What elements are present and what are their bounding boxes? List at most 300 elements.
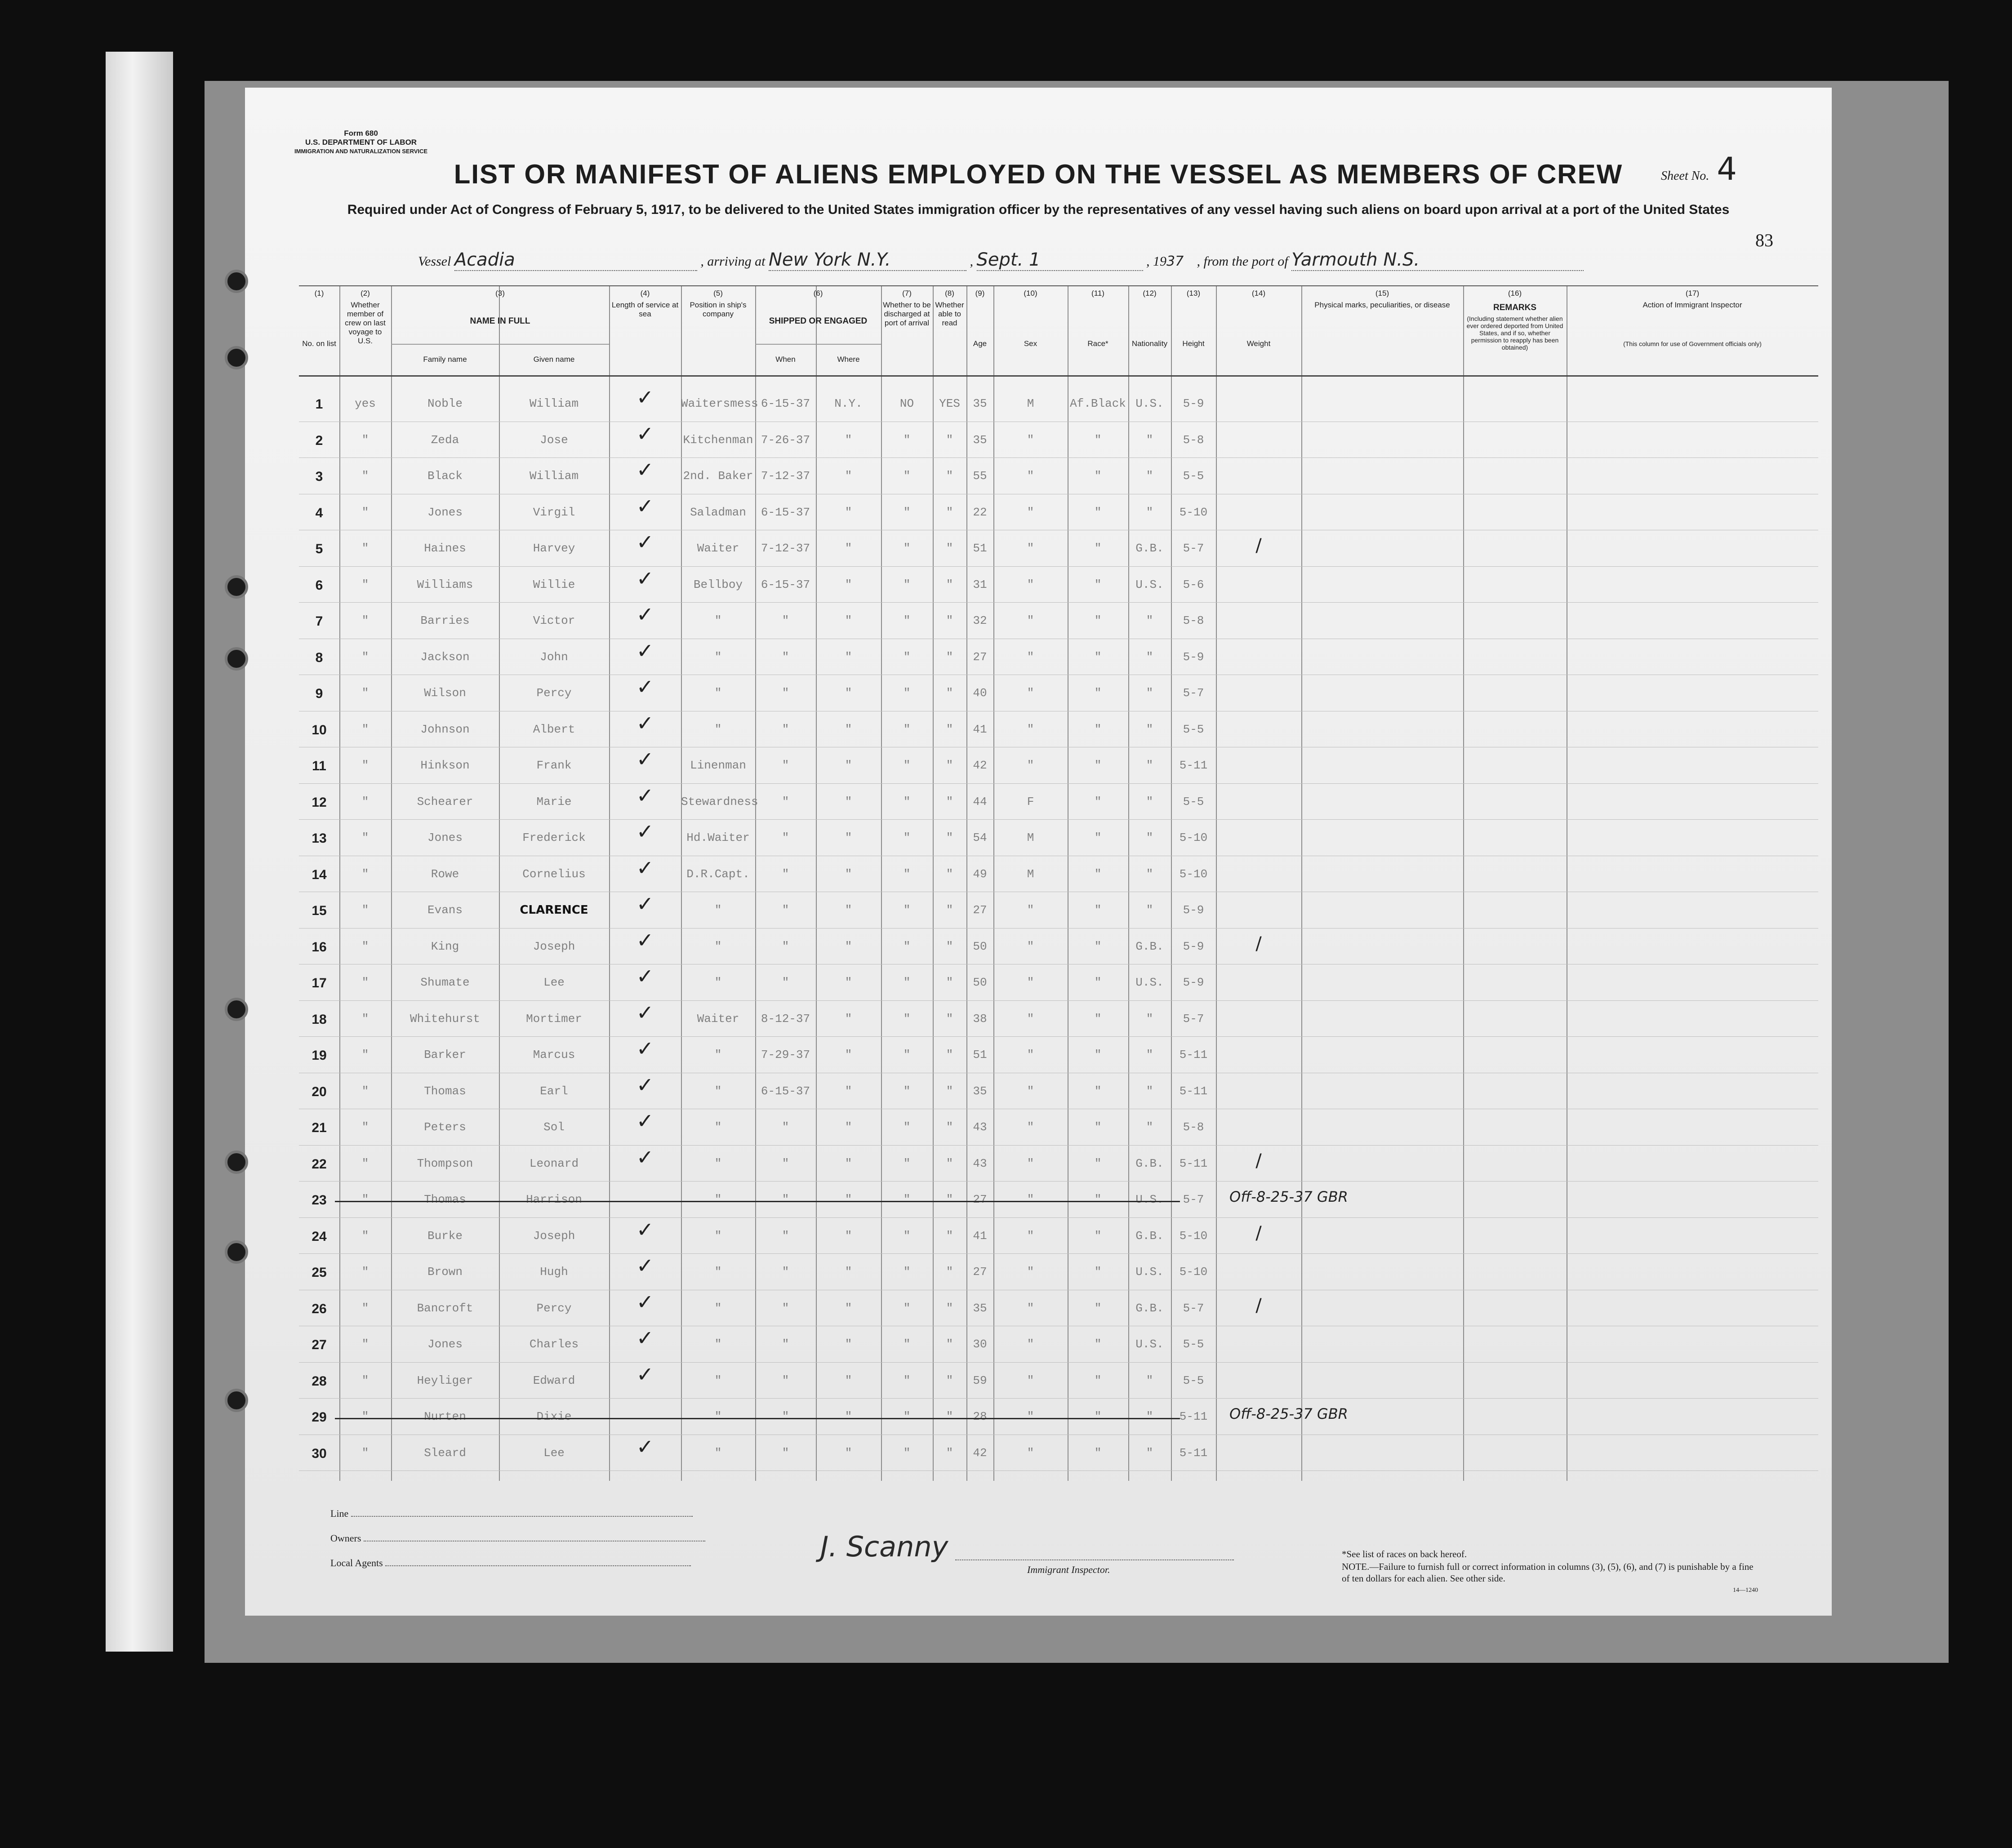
row-number: 15 <box>312 903 327 918</box>
cell-when: " <box>782 759 789 772</box>
cell-service: ✓ <box>636 747 654 771</box>
cell-where: " <box>845 722 852 736</box>
cell-sex: " <box>1027 1120 1034 1134</box>
cell-sex: " <box>1027 1229 1034 1243</box>
cell-last: " <box>361 650 369 664</box>
cell-service: ✓ <box>636 421 654 446</box>
cell-position: " <box>714 686 722 700</box>
column-number: (11) <box>1091 289 1104 298</box>
cell-given: Frank <box>536 759 572 772</box>
cell-family: Thompson <box>417 1156 473 1170</box>
cell-race: " <box>1094 1446 1102 1460</box>
cell-age: 51 <box>973 1048 987 1062</box>
row-number: 16 <box>312 939 327 955</box>
row-number: 22 <box>312 1156 327 1172</box>
cell-service: ✓ <box>636 928 654 952</box>
cell-last: " <box>361 1301 369 1315</box>
department-name: U.S. DEPARTMENT OF LABOR <box>305 138 417 147</box>
cell-read: " <box>946 831 953 844</box>
cell-given: Virgil <box>533 505 575 519</box>
cell-family: Barries <box>420 614 470 627</box>
cell-discharged: " <box>903 614 911 627</box>
column-number: (4) <box>640 289 650 298</box>
port-label: , from the port of <box>1197 254 1288 269</box>
cell-age: 50 <box>973 976 987 989</box>
cell-last: " <box>361 1337 369 1351</box>
cell-where: " <box>845 578 852 591</box>
cell-position: " <box>714 1265 722 1279</box>
cell-age: 31 <box>973 578 987 591</box>
cell-age: 41 <box>973 722 987 736</box>
cell-height: 5-11 <box>1179 1410 1208 1423</box>
cell-when: " <box>782 686 789 700</box>
column-header: Action of Immigrant Inspector <box>1643 301 1742 309</box>
cell-last: " <box>361 686 369 700</box>
row-number: 4 <box>315 505 323 520</box>
crew-table <box>299 285 1818 1481</box>
cell-family: Jackson <box>420 650 470 664</box>
cell-nationality: " <box>1146 795 1153 808</box>
vessel-label: Vessel <box>418 254 451 269</box>
cell-race: " <box>1094 831 1102 844</box>
binding-strip <box>106 52 173 1652</box>
cell-discharged: " <box>903 1337 911 1351</box>
cell-height: 5-5 <box>1183 469 1204 483</box>
row-number: 28 <box>312 1373 327 1389</box>
cell-race: " <box>1094 469 1102 483</box>
cell-given: Lee <box>543 976 565 989</box>
cell-position: Stewardness <box>681 795 758 808</box>
cell-position: Linenman <box>690 759 746 772</box>
cell-read: " <box>946 1012 953 1026</box>
cell-service: ✓ <box>636 638 654 663</box>
cell-read: " <box>946 1373 953 1387</box>
cell-height: 5-10 <box>1179 1229 1208 1243</box>
row-number: 19 <box>312 1048 327 1063</box>
column-number: (12) <box>1143 289 1157 298</box>
cell-given: Joseph <box>533 1229 575 1243</box>
column-header: No. on list <box>302 339 336 348</box>
row-number: 12 <box>312 795 327 810</box>
cell-given: Frederick <box>522 831 586 844</box>
row-rule <box>299 1000 1818 1001</box>
punch-hole <box>225 998 248 1021</box>
cell-where: " <box>845 1084 852 1098</box>
cell-where: " <box>845 505 852 519</box>
owners-field <box>330 1533 705 1544</box>
cell-age: 55 <box>973 469 987 483</box>
cell-position: " <box>714 1301 722 1315</box>
cell-when: 8-12-37 <box>761 1012 810 1026</box>
cell-sex: " <box>1027 650 1034 664</box>
cell-discharged: " <box>903 759 911 772</box>
cell-position: Waiter <box>697 542 739 555</box>
row-rule <box>299 566 1818 567</box>
cell-last: " <box>361 542 369 555</box>
form-identifier <box>294 129 427 156</box>
cell-race: " <box>1094 903 1102 917</box>
cell-discharged: " <box>903 795 911 808</box>
print-code: 14—1240 <box>1733 1587 1758 1594</box>
cell-position: " <box>714 1193 722 1206</box>
column-header: NAME IN FULL <box>470 316 530 326</box>
cell-nationality: " <box>1146 1410 1153 1423</box>
cell-read: " <box>946 1229 953 1243</box>
cell-sex: " <box>1027 1337 1034 1351</box>
cell-nationality: U.S. <box>1135 1193 1164 1206</box>
cell-nationality: " <box>1146 1048 1153 1062</box>
row-rule <box>299 819 1818 820</box>
cell-nationality: U.S. <box>1135 397 1164 410</box>
cell-read: " <box>946 1120 953 1134</box>
cell-given: William <box>529 397 579 410</box>
cell-where: " <box>845 1012 852 1026</box>
cell-last: " <box>361 867 369 881</box>
cell-last: " <box>361 1446 369 1460</box>
service-name: IMMIGRATION AND NATURALIZATION SERVICE <box>294 148 428 155</box>
cell-last: " <box>361 1193 369 1206</box>
cell-height: 5-5 <box>1183 1373 1204 1387</box>
cell-when: " <box>782 650 789 664</box>
punch-hole <box>225 1240 248 1264</box>
cell-position: " <box>714 939 722 953</box>
cell-nationality: " <box>1146 614 1153 627</box>
cell-height: 5-6 <box>1183 578 1204 591</box>
cell-sex: " <box>1027 939 1034 953</box>
cell-sex: M <box>1027 397 1034 410</box>
row-number: 3 <box>315 469 323 484</box>
cell-last: " <box>361 1084 369 1098</box>
column-number: (8) <box>945 289 954 298</box>
cell-when: " <box>782 1301 789 1315</box>
cell-race: " <box>1094 1265 1102 1279</box>
cell-age: 27 <box>973 1265 987 1279</box>
cell-last: " <box>361 1373 369 1387</box>
row-number: 9 <box>315 686 323 701</box>
cell-position: Hd.Waiter <box>686 831 750 844</box>
cell-height: 5-11 <box>1179 1446 1208 1460</box>
column-rule <box>1463 285 1464 1481</box>
cell-height: 5-11 <box>1179 759 1208 772</box>
cell-read: YES <box>939 397 960 410</box>
cell-nationality: U.S. <box>1135 578 1164 591</box>
cell-sex: " <box>1027 614 1034 627</box>
cell-service: ✓ <box>636 783 654 808</box>
cell-sex: " <box>1027 1410 1034 1423</box>
cell-given: Victor <box>533 614 575 627</box>
column-subheader: Where <box>837 355 860 364</box>
row-number: 26 <box>312 1301 327 1316</box>
cell-read: " <box>946 650 953 664</box>
cell-height: 5-10 <box>1179 867 1208 881</box>
year-label: , 19 <box>1146 254 1166 269</box>
cell-nationality: " <box>1146 1120 1153 1134</box>
cell-age: 28 <box>973 1410 987 1423</box>
cell-family: Evans <box>427 903 463 917</box>
cell-where: " <box>845 759 852 772</box>
column-header: Whether able to read <box>935 301 964 327</box>
cell-race: " <box>1094 1048 1102 1062</box>
cell-service: ✓ <box>636 1109 654 1133</box>
cell-when: 6-15-37 <box>761 1084 810 1098</box>
cell-discharged: " <box>903 939 911 953</box>
cell-sex: M <box>1027 831 1034 844</box>
cell-nationality: G.B. <box>1135 1229 1164 1243</box>
row-number: 14 <box>312 867 327 882</box>
year-value: 37 <box>1166 253 1184 269</box>
sheet-value: 4 <box>1717 151 1737 187</box>
row-rule <box>299 783 1818 784</box>
cell-given: Mortimer <box>526 1012 582 1026</box>
cell-race: " <box>1094 1012 1102 1026</box>
cell-sex: " <box>1027 578 1034 591</box>
column-rule <box>1301 285 1302 1481</box>
arriving-label: , arriving at <box>700 254 766 269</box>
row-number: 7 <box>315 614 323 629</box>
cell-family: Shumate <box>420 976 470 989</box>
cell-when: " <box>782 1120 789 1134</box>
column-note: (Including statement whether alien ever ordered deported from United States, and if so, whether permission to reapply has been obtained) <box>1466 315 1563 351</box>
cell-sex: " <box>1027 1193 1034 1206</box>
cell-nationality: " <box>1146 1373 1153 1387</box>
cell-position: " <box>714 1120 722 1134</box>
column-subheader: Given name <box>533 355 575 364</box>
cell-where: " <box>845 939 852 953</box>
cell-sex: " <box>1027 1446 1034 1460</box>
cell-when: " <box>782 867 789 881</box>
cell-nationality: " <box>1146 469 1153 483</box>
cell-read: " <box>946 976 953 989</box>
cell-remarks: Off-8-25-37 GBR <box>1229 1188 1348 1205</box>
cell-service: ✓ <box>636 711 654 735</box>
cell-where: " <box>845 1265 852 1279</box>
cell-weight: / <box>1255 1222 1262 1244</box>
cell-age: 30 <box>973 1337 987 1351</box>
cell-discharged: " <box>903 1446 911 1460</box>
cell-last: " <box>361 1120 369 1134</box>
cell-where: " <box>845 976 852 989</box>
row-number: 24 <box>312 1229 327 1244</box>
cell-where: N.Y. <box>834 397 863 410</box>
cell-height: 5-8 <box>1183 1120 1204 1134</box>
cell-age: 59 <box>973 1373 987 1387</box>
cell-position: 2nd. Baker <box>683 469 753 483</box>
column-number: (9) <box>975 289 985 298</box>
row-rule <box>299 602 1818 603</box>
column-header: Weight <box>1246 339 1271 348</box>
cell-read: " <box>946 542 953 555</box>
cell-nationality: " <box>1146 1084 1153 1098</box>
column-note: (This column for use of Government officials only) <box>1623 340 1762 347</box>
cell-read: " <box>946 1084 953 1098</box>
cell-given: Jose <box>540 433 568 447</box>
cell-given: Sol <box>543 1120 565 1134</box>
cell-where: " <box>845 433 852 447</box>
cell-discharged: " <box>903 1301 911 1315</box>
cell-discharged: " <box>903 1410 911 1423</box>
cell-height: 5-10 <box>1179 505 1208 519</box>
cell-race: Af.Black <box>1070 397 1126 410</box>
cell-age: 44 <box>973 795 987 808</box>
cell-discharged: " <box>903 1156 911 1170</box>
cell-sex: " <box>1027 1012 1034 1026</box>
row-number: 17 <box>312 976 327 991</box>
cell-last: " <box>361 976 369 989</box>
row-number: 11 <box>312 759 326 773</box>
cell-height: 5-5 <box>1183 722 1204 736</box>
cell-nationality: " <box>1146 433 1153 447</box>
cell-where: " <box>845 1410 852 1423</box>
cell-last: " <box>361 1229 369 1243</box>
cell-given: Leonard <box>529 1156 579 1170</box>
row-number: 30 <box>312 1446 327 1461</box>
row-number: 10 <box>312 722 327 737</box>
cell-nationality: " <box>1146 903 1153 917</box>
cell-where: " <box>845 1446 852 1460</box>
column-number: (10) <box>1024 289 1037 298</box>
cell-race: " <box>1094 1229 1102 1243</box>
cell-given: Harvey <box>533 542 575 555</box>
cell-service: ✓ <box>636 1145 654 1169</box>
cell-service: ✓ <box>636 530 654 554</box>
cell-when: " <box>782 831 789 844</box>
cell-family: Brown <box>427 1265 463 1279</box>
vessel-line: Vessel Acadia , arriving at New York N.Y. , Sept. 1 , 1937 , from the port of Yarmouth N.S. <box>418 249 1584 271</box>
cell-height: 5-10 <box>1179 831 1208 844</box>
cell-nationality: U.S. <box>1135 1265 1164 1279</box>
cell-where: " <box>845 1048 852 1062</box>
cell-given: William <box>529 469 579 483</box>
cell-where: " <box>845 1120 852 1134</box>
cell-race: " <box>1094 1410 1102 1423</box>
cell-given: Cornelius <box>522 867 586 881</box>
cell-service: ✓ <box>636 1036 654 1061</box>
cell-age: 50 <box>973 939 987 953</box>
cell-when: 6-15-37 <box>761 397 810 410</box>
column-header: Whether to be discharged at port of arrival <box>883 301 931 327</box>
cell-race: " <box>1094 1301 1102 1315</box>
sheet-number <box>1661 151 1737 187</box>
cell-sex: " <box>1027 433 1034 447</box>
column-number: (16) <box>1508 289 1522 298</box>
punch-hole <box>225 1151 248 1174</box>
punch-hole <box>225 1389 248 1412</box>
cell-family: Hinkson <box>420 759 470 772</box>
cell-weight: / <box>1255 933 1262 954</box>
cell-when: " <box>782 722 789 736</box>
cell-given: Charles <box>529 1337 579 1351</box>
cell-discharged: " <box>903 1373 911 1387</box>
cell-family: Zeda <box>431 433 459 447</box>
cell-nationality: " <box>1146 831 1153 844</box>
cell-when: " <box>782 1373 789 1387</box>
cell-where: " <box>845 1156 852 1170</box>
cell-service: ✓ <box>636 1000 654 1025</box>
cell-sex: " <box>1027 1265 1034 1279</box>
cell-age: 40 <box>973 686 987 700</box>
cell-height: 5-8 <box>1183 614 1204 627</box>
cell-age: 54 <box>973 831 987 844</box>
cell-position: " <box>714 1373 722 1387</box>
cell-family: Schearer <box>417 795 473 808</box>
cell-discharged: " <box>903 1084 911 1098</box>
cell-given: John <box>540 650 568 664</box>
cell-age: 35 <box>973 1301 987 1315</box>
cell-height: 5-5 <box>1183 795 1204 808</box>
cell-height: 5-7 <box>1183 1193 1204 1206</box>
cell-given: Marie <box>536 795 572 808</box>
cell-discharged: " <box>903 1193 911 1206</box>
cell-last: " <box>361 1265 369 1279</box>
row-number: 2 <box>315 433 323 448</box>
cell-last: " <box>361 1156 369 1170</box>
cell-where: " <box>845 542 852 555</box>
cell-position: Waitersmess <box>681 397 758 410</box>
cell-last: " <box>361 505 369 519</box>
cell-race: " <box>1094 1120 1102 1134</box>
cell-discharged: " <box>903 469 911 483</box>
cell-when: " <box>782 939 789 953</box>
column-number: (13) <box>1186 289 1201 298</box>
row-number: 23 <box>312 1193 327 1208</box>
cell-family: Sleard <box>424 1446 466 1460</box>
cell-where: " <box>845 1229 852 1243</box>
cell-race: " <box>1094 614 1102 627</box>
cell-family: Jones <box>427 831 463 844</box>
cell-service: ✓ <box>636 1326 654 1350</box>
cell-position: " <box>714 722 722 736</box>
cell-where: " <box>845 903 852 917</box>
cell-read: " <box>946 867 953 881</box>
cell-last: " <box>361 795 369 808</box>
vessel-value: Acadia <box>454 249 697 271</box>
cell-race: " <box>1094 650 1102 664</box>
column-header: Whether member of crew on last voyage to U.S. <box>345 301 386 345</box>
cell-service: ✓ <box>636 964 654 988</box>
cell-service: ✓ <box>636 855 654 880</box>
cell-when: 7-12-37 <box>761 469 810 483</box>
cell-race: " <box>1094 722 1102 736</box>
cell-race: " <box>1094 976 1102 989</box>
column-number: (17) <box>1685 289 1700 298</box>
cell-family: King <box>431 939 459 953</box>
cell-height: 5-5 <box>1183 1337 1204 1351</box>
cell-family: Johnson <box>420 722 470 736</box>
cell-height: 5-8 <box>1183 433 1204 447</box>
cell-given: Harrison <box>526 1193 582 1206</box>
cell-sex: " <box>1027 1373 1034 1387</box>
cell-race: " <box>1094 867 1102 881</box>
cell-family: Heyliger <box>417 1373 473 1387</box>
cell-family: Peters <box>424 1120 466 1134</box>
cell-age: 41 <box>973 1229 987 1243</box>
cell-discharged: " <box>903 686 911 700</box>
cell-nationality: " <box>1146 722 1153 736</box>
row-rule <box>299 1217 1818 1218</box>
cell-discharged: " <box>903 650 911 664</box>
cell-where: " <box>845 650 852 664</box>
owners-label: Owners <box>330 1533 361 1544</box>
cell-where: " <box>845 1193 852 1206</box>
cell-service: ✓ <box>636 1253 654 1278</box>
column-header: REMARKS <box>1493 303 1537 312</box>
cell-last: yes <box>355 397 376 410</box>
cell-position: " <box>714 903 722 917</box>
cell-last: " <box>361 1048 369 1062</box>
cell-given: Percy <box>536 686 572 700</box>
cell-read: " <box>946 469 953 483</box>
cell-read: " <box>946 1337 953 1351</box>
